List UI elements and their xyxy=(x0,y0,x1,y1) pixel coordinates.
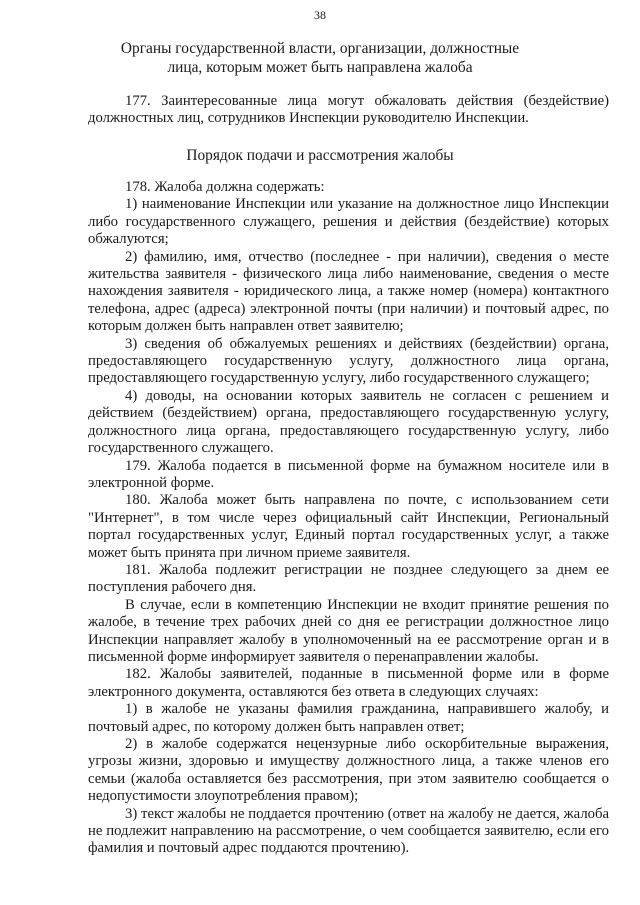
paragraph-182-item-1: 1) в жалобе не указаны фамилия гражданина, направившего жалобу, и почтовый адрес, по которому должен быть направлен ответ; xyxy=(88,701,609,735)
paragraph-181: 181. Жалоба подлежит регистрации не позднее следующего за днем ее поступления рабочего дня. xyxy=(88,561,609,596)
section-heading-complaint-procedure: Порядок подачи и рассмотрения жалобы xyxy=(186,147,454,164)
paragraph-178-item-4: 4) доводы, на основании которых заявитель не согласен с решением и действием (бездействием) органа, предоставляющего государственную услугу, должностного лица органа, предоставляющего государственную услугу, либо государственного служащего. xyxy=(88,387,609,457)
paragraph-178-item-1: 1) наименование Инспекции или указание на должностное лицо Инспекции либо государственного служащего, решения и действия (бездействие) которых обжалуются; xyxy=(88,196,609,248)
paragraph-182-item-2: 2) в жалобе содержатся нецензурные либо оскорбительные выражения, угрозы жизни, здоровью и имуществу должностного лица, а также членов его семьи (жалоба оставляется без рассмотрения, при этом заявителю сообщается о недопустимости злоупотребления правом); xyxy=(88,736,609,805)
section-body-procedure xyxy=(88,179,609,858)
section-body-recipients xyxy=(88,93,609,128)
paragraph-181-redirect: В случае, если в компетенцию Инспекции не входит принятие решения по жалобе, в течение трех рабочих дней со дня ее регистрации должностное лицо Инспекции направляет жалобу в уполномоченный на ее рассмотрение орган и в письменной форме информирует заявителя о перенаправлении жалобы. xyxy=(88,596,609,665)
paragraph-179: 179. Жалоба подается в письменной форме на бумажном носителе или в электронной форме. xyxy=(88,457,609,491)
heading-line: лица, которым может быть направлена жалоба xyxy=(167,58,473,76)
paragraph-178: 178. Жалоба должна содержать: xyxy=(125,179,325,195)
section-heading-complaint-recipients xyxy=(120,40,520,77)
heading-line: Органы государственной власти, организации, должностные xyxy=(120,40,520,57)
paragraph-177: 177. Заинтересованные лица могут обжаловать действия (бездействие) должностных лиц, сотрудников Инспекции руководителю Инспекции. xyxy=(88,93,609,127)
page-number: 38 xyxy=(314,8,326,22)
paragraph-178-item-2: 2) фамилию, имя, отчество (последнее - при наличии), сведения о месте жительства заявителя - физического лица либо наименование, сведения о месте нахождения заявителя - юридического лица, а также номер (номера) контактного телефона, адрес (адреса) электронной почты (при наличии) и почтовый адрес, по которым должен быть направлен ответ заявителю; xyxy=(88,248,609,335)
paragraph-182-item-3: 3) текст жалобы не поддается прочтению (ответ на жалобу не дается, жалоба не подлежит направлению на рассмотрение, о чем сообщается заявителю, если его фамилия и почтовый адрес поддаются прочтению). xyxy=(88,805,609,857)
paragraph-178-item-3: 3) сведения об обжалуемых решениях и действиях (бездействии) органа, предоставляющего государственную услугу, должностного лица органа, предоставляющего государственную услугу, либо государственного служащего; xyxy=(88,335,609,387)
paragraph-180: 180. Жалоба может быть направлена по почте, с использованием сети "Интернет", в том числе через официальный сайт Инспекции, Региональный портал государственных услуг, Единый портал государственных услуг, а также может быть принята при личном приеме заявителя. xyxy=(88,492,609,561)
paragraph-182: 182. Жалобы заявителей, поданные в письменной форме или в форме электронного документа, оставляются без ответа в следующих случаях: xyxy=(88,666,609,700)
